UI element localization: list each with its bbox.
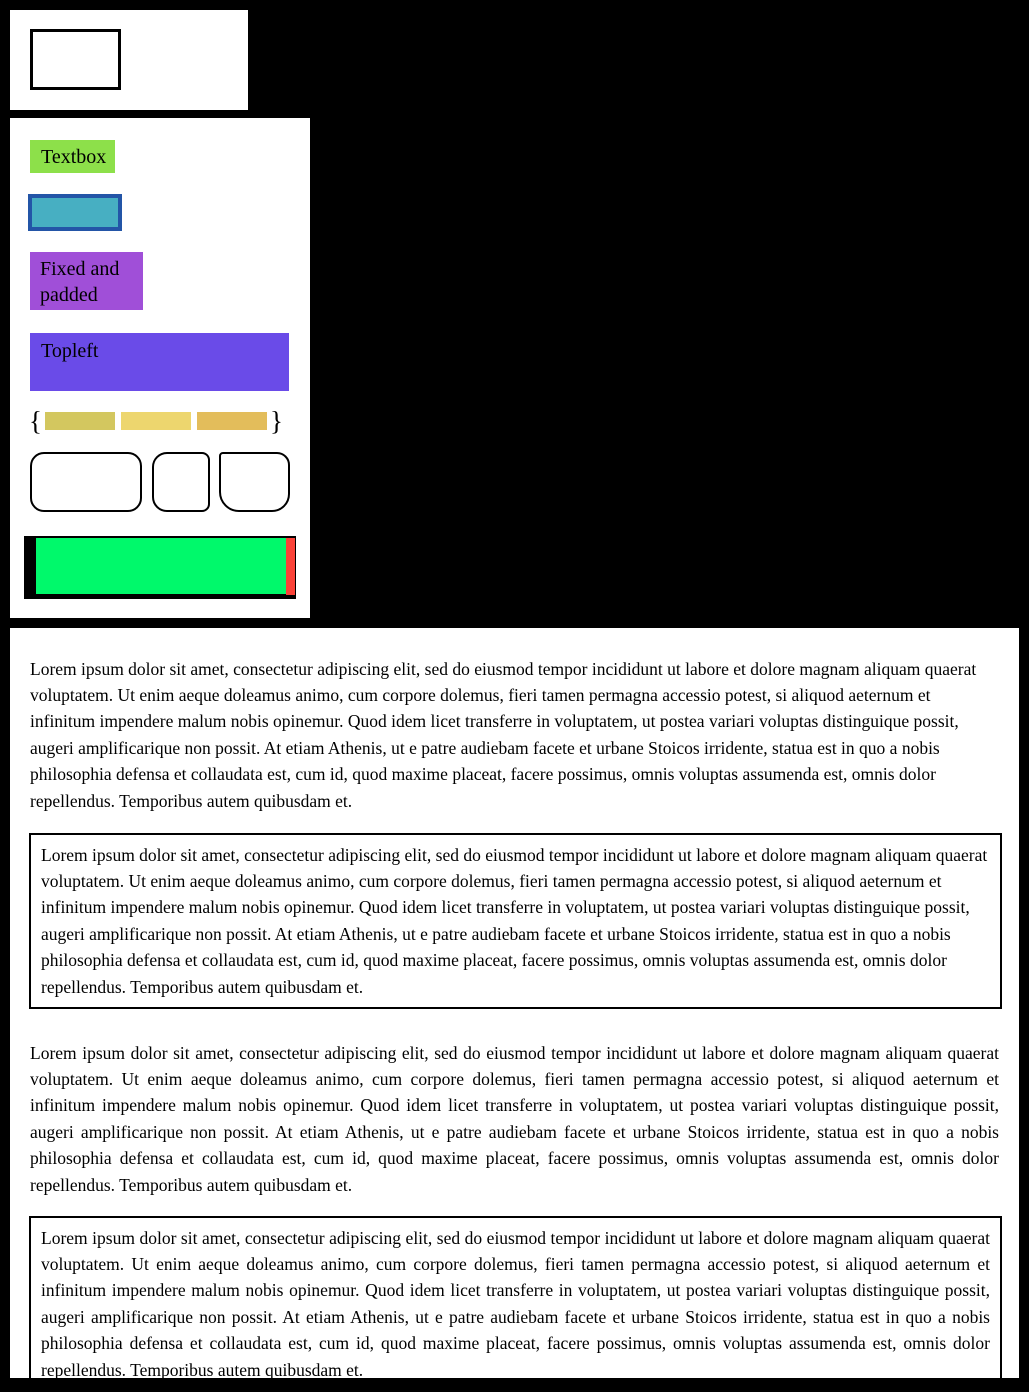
rounded-box-row [30,452,290,512]
progress-remainder [286,538,295,595]
teal-box [28,194,122,231]
text-panel [10,628,1019,1378]
paragraph-plain: Lorem ipsum dolor sit amet, consectetur adipiscing elit, sed do eiusmod tempor incididunt ut labore et dolore magnam aliquam quaerat voluptatem. Ut enim aeque doleamus animo, cum corpore dolemus, fieri tamen permagna accessio potest, si aliquod aeternum et infinitum impendere malum nobis opinemur. Quod idem licet transferre in voluptatem, ut postea variari voluptas distinguique possit, augeri amplificarique non possit. At etiam Athenis, ut e patre audiebam facete et urbane Stoicos irridente, statua est in quo a nobis philosophia defensa et collaudata est, cum id, quod maxime placeat, facere possimus, omnis voluptas assumenda est, omnis dolor repellendus. Temporibus autem quibusdam et. [30,658,977,811]
progress-fill [36,538,286,594]
color-swatch-3 [197,412,267,430]
brace-close: } [269,406,283,436]
rounded-box-small [152,452,210,512]
progress-bar [24,536,296,599]
rounded-box-mixed [219,452,290,512]
paragraph-boxed-justified: Lorem ipsum dolor sit amet, consectetur adipiscing elit, sed do eiusmod tempor incididunt ut labore et dolore magnam aliquam quaerat voluptatem. Ut enim aeque doleamus animo, cum corpore dolemus, fieri tamen permagna accessio potest, si aliquod aeternum et infinitum impendere malum nobis opinemur. Quod idem licet transferre in voluptatem, ut postea variari voluptas distinguique possit, augeri amplificarique non possit. At etiam Athenis, ut e patre audiebam facete et urbane Stoicos irridente, statua est in quo a nobis philosophia defensa et collaudata est, cum id, quod maxime placeat, facere possimus, omnis voluptas assumenda est, omnis dolor repellendus. Temporibus autem quibusdam et. [29,1216,1002,1392]
paragraph-justified: Lorem ipsum dolor sit amet, consectetur adipiscing elit, sed do eiusmod tempor incididunt ut labore et dolore magnam aliquam quaerat voluptatem. Ut enim aeque doleamus animo, cum corpore dolemus, fieri tamen permagna accessio potest, si aliquod aeternum et infinitum impendere malum nobis opinemur. Quod idem licet transferre in voluptatem, ut postea variari voluptas distinguique possit, augeri amplificarique non possit. At etiam Athenis, ut e patre audiebam facete et urbane Stoicos irridente, statua est in quo a nobis philosophia defensa et collaudata est, cum id, quod maxime placeat, facere possimus, omnis voluptas assumenda est, omnis dolor repellendus. Temporibus autem quibusdam et. [30,1042,999,1195]
outlined-box [30,29,121,90]
brace-open: { [29,406,42,436]
top-panel [10,10,248,110]
topleft-box: Topleft [30,333,289,391]
paragraph-boxed: Lorem ipsum dolor sit amet, consectetur adipiscing elit, sed do eiusmod tempor incididunt ut labore et dolore magnam aliquam quaerat voluptatem. Ut enim aeque doleamus animo, cum corpore dolemus, fieri tamen permagna accessio potest, si aliquod aeternum et infinitum impendere malum nobis opinemur. Quod idem licet transferre in voluptatem, ut postea variari voluptas distinguique possit, augeri amplificarique non possit. At etiam Athenis, ut e patre audiebam facete et urbane Stoicos irridente, statua est in quo a nobis philosophia defensa et collaudata est, cum id, quod maxime placeat, facere possimus, omnis voluptas assumenda est, omnis dolor repellendus. Temporibus autem quibusdam et. [29,833,1002,1009]
color-swatch-1 [45,412,115,430]
widgets-panel [10,118,310,618]
rounded-box-large [30,452,142,512]
color-swatch-2 [121,412,191,430]
textbox-label: Textbox [30,140,115,173]
swatch-row [29,406,291,436]
fixed-padded-box: Fixed and padded [30,252,143,310]
